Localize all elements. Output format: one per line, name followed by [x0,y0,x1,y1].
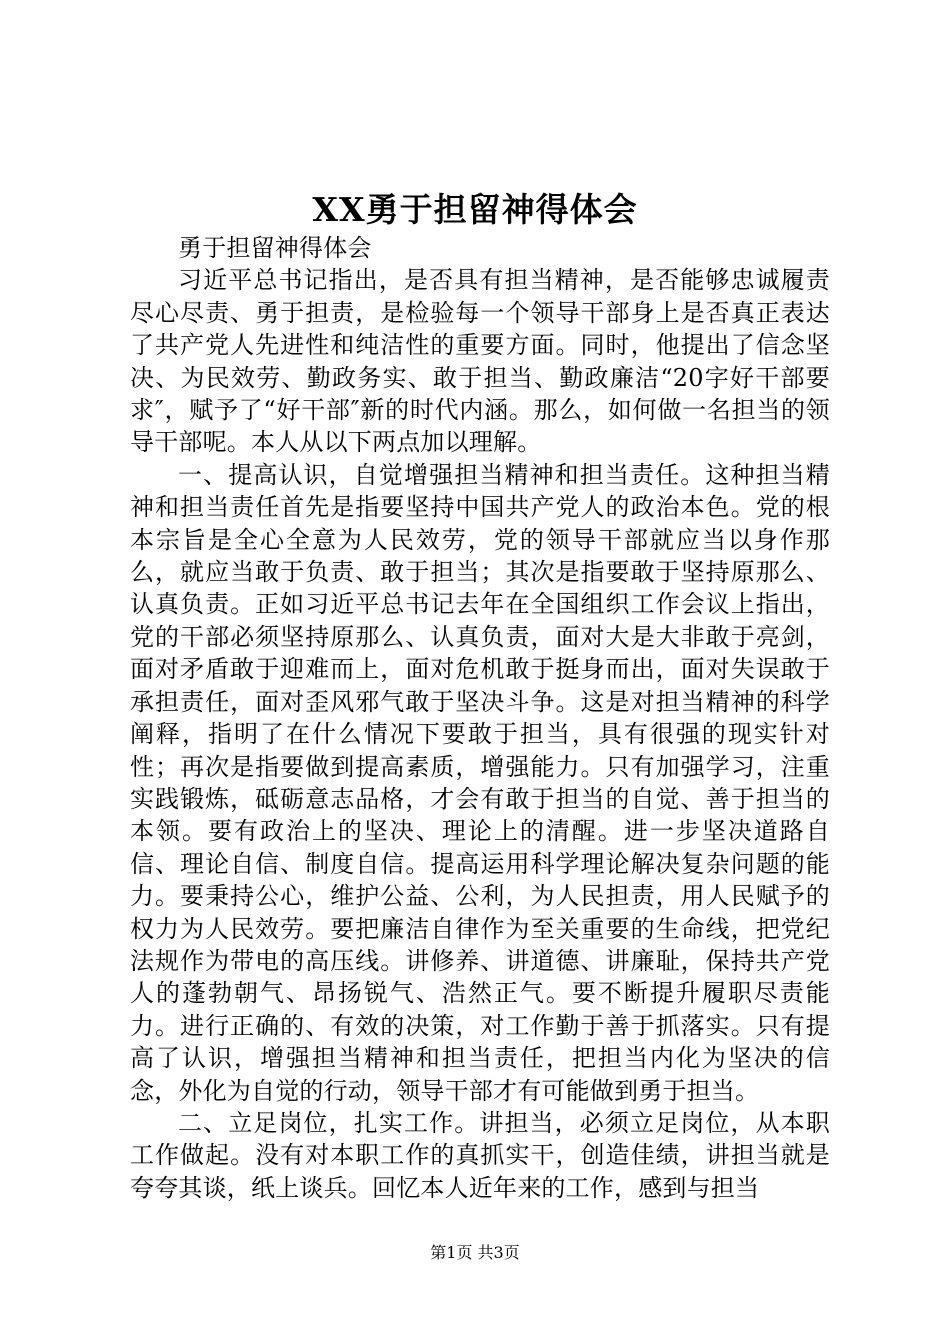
paragraph-subtitle: 勇于担留神得体会 [178,234,372,262]
paragraph-intro: 习近平总书记指出，是否具有担当精神，是否能够忠诚履责尽心尽责、勇于担责，是检验每一个领导干部身上是否真正表达了共产党人先进性和纯洁性的重要方面。同时，他提出了信念坚决、为民效劳、勤政务实、敢于担当、勤政廉洁“20字好干部要求″，赋予了“好干部″新的时代内涵。那么，如何做一名担当的领导干部呢。本人从以下两点加以理解。 [130,266,830,457]
paragraph-section-one: 一、提高认识，自觉增强担当精神和担当责任。这种担当精神和担当责任首先是指要坚持中国共产党人的政治本色。党的根本宗旨是全心全意为人民效劳，党的领导干部就应当以身作那么，就应当敢于负责、敢于担当；其次是指要敢于坚持原那么、认真负责。正如习近平总书记去年在全国组织工作会议上指出，党的干部必须坚持原那么、认真负责，面对大是大非敢于亮剑，面对矛盾敢于迎难而上，面对危机敢于挺身而出，面对失误敢于承担责任，面对歪风邪气敢于坚决斗争。这是对担当精神的科学阐释，指明了在什么情况下要敢于担当，具有很强的现实针对性；再次是指要做到提高素质，增强能力。只有加强学习，注重实践锻炼，砥砺意志品格，才会有敢于担当的自觉、善于担当的本领。要有政治上的坚决、理论上的清醒。进一步坚决道路自信、理论自信、制度自信。提高运用科学理论解决复杂问题的能力。要秉持公心，维护公益、公利，为人民担责，用人民赋予的权力为人民效劳。要把廉洁自律作为至关重要的生命线，把党纪法规作为带电的高压线。讲修养、讲道德、讲廉耻，保持共产党人的蓬勃朝气、昂扬锐气、浩然正气。要不断提升履职尽责能力。进行正确的、有效的决策，对工作勤于善于抓落实。只有提高了认识，增强担当精神和担当责任，把担当内化为坚决的信念，外化为自觉的行动，领导干部才有可能做到勇于担当。 [130,460,830,1105]
paragraph-section-two: 二、立足岗位，扎实工作。讲担当，必须立足岗位，从本职工作做起。没有对本职工作的真抓实干，创造佳绩，讲担当就是夸夸其谈，纸上谈兵。回忆本人近年来的工作，感到与担当 [130,1108,830,1202]
document-body [130,232,830,1204]
page-footer: 第1页 共3页 [430,1243,520,1262]
document-title: XX勇于担留神得体会 [312,190,638,229]
